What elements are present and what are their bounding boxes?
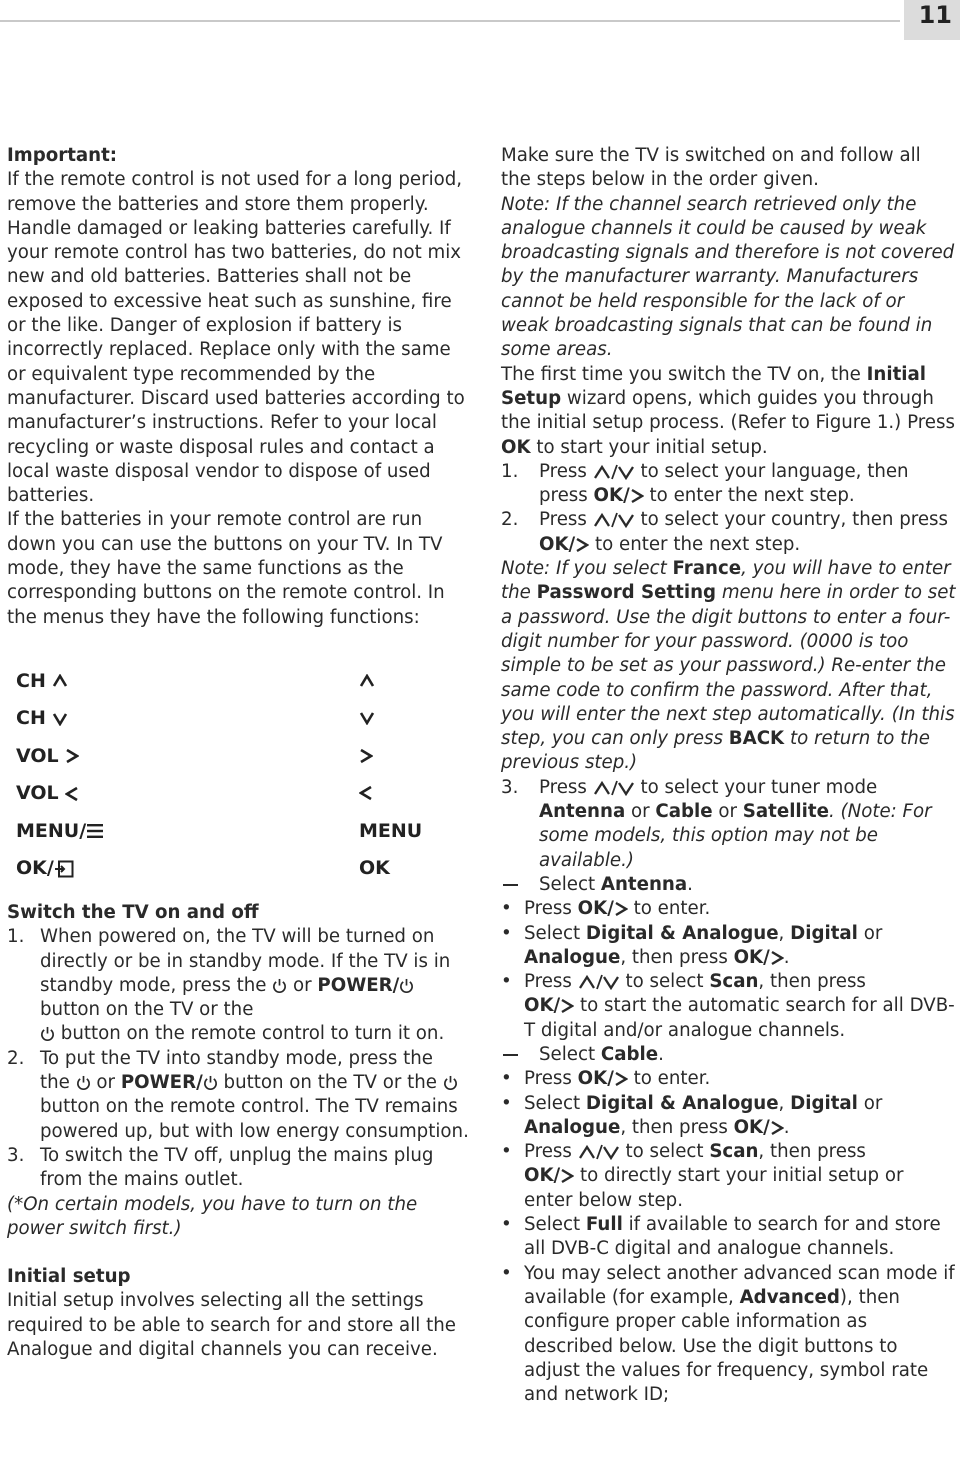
page-number: 11	[918, 1, 952, 29]
chevron-down-icon	[52, 712, 68, 726]
list-item: 2. Press to select your country, then press OK/ to enter the next step.	[501, 508, 956, 557]
list-number: 2.	[501, 509, 519, 531]
dash-item: Select Antenna.	[501, 873, 956, 897]
first-time-text: The first time you switch the TV on, the Initial Setup wizard opens, which guides you through the initial setup process. (Refer to Figure 1.) Press OK to start your initial setup.	[501, 363, 955, 458]
bullet-item: • Press to select Scan, then press OK/ to start the automatic search for all DVB-T digital and/or analogue channels.	[501, 971, 955, 1041]
list-number: 3.	[7, 1144, 25, 1166]
menu-lines-icon	[86, 823, 104, 839]
bullet-item: • Select Full if available to search for and store all DVB-C digital and analogue channels.	[501, 1214, 941, 1260]
page-number-box	[904, 0, 960, 40]
chevron-right-icon	[770, 1120, 784, 1136]
ok-key-label: OK/	[539, 533, 576, 555]
intro-text: Make sure the TV is switched on and follow all the steps below in the order given.	[501, 145, 921, 191]
dash-item: Select Cable.	[501, 1043, 956, 1067]
bullet-item: • Press to select Scan, then press OK/ to directly start your initial setup or enter below step.	[501, 1141, 904, 1211]
chevron-right-icon	[359, 748, 373, 764]
key-function-table	[16, 662, 456, 887]
item-text: button on the remote control. The TV remains powered up, but with low energy consumption.	[40, 1096, 469, 1142]
chevron-left-icon	[359, 785, 373, 801]
item-text: button on the remote control to turn it on.	[55, 1023, 445, 1045]
power-key-label: POWER/	[120, 1072, 203, 1094]
key-row	[16, 774, 456, 812]
key-label: CH	[16, 707, 46, 730]
up-down-arrows-icon	[593, 780, 635, 796]
item-text: button on the TV or the	[40, 999, 254, 1021]
chevron-right-icon	[575, 537, 589, 553]
chevron-right-icon	[65, 748, 79, 764]
initial-setup-text: Initial setup involves selecting all the settings required to be able to search for and store all the Analogue and digital channels you can receive.	[7, 1290, 456, 1360]
initial-setup-label: Initial Setup	[501, 363, 927, 409]
chevron-right-icon	[614, 1071, 628, 1087]
power-icon	[443, 1075, 458, 1091]
tv-buttons-text: If the batteries in your remote control are run down you can use the buttons on your TV. In TV mode, they have the same functions as the corresponding buttons on the remote control. In the menus they have the following functions:	[7, 509, 445, 628]
list-item: 1. Press to select your language, then press OK/ to enter the next step.	[501, 460, 956, 509]
bullet-item: • Press OK/ to enter.	[501, 898, 711, 920]
chevron-right-icon	[614, 901, 628, 917]
key-row	[16, 812, 456, 850]
up-down-arrows-icon	[593, 464, 635, 480]
bullet-item: • Select Digital & Analogue, Digital or Analogue, then press OK/ .	[501, 922, 883, 968]
dash-marker	[501, 1043, 539, 1067]
key-label: VOL	[16, 744, 59, 767]
chevron-right-icon	[560, 998, 574, 1014]
item-text: When powered on, the TV will be turned on directly or be in standby mode. If the TV is in standby mode, press the	[40, 926, 451, 996]
key-row	[16, 662, 456, 700]
power-key-label: POWER/	[317, 974, 400, 996]
chevron-right-icon	[560, 1168, 574, 1184]
page-header	[0, 0, 960, 40]
warranty-note: Note: If the channel search retrieved only the analogue channels it could be caused by weak broadcasting signals and therefore is not covered by the manufacturer warranty. Manufacturers cannot be held responsible for the lack of or weak broadcasting signals that can be found in some areas.	[501, 193, 955, 361]
item-text: button on the TV or the	[217, 1072, 443, 1094]
item-text: or	[90, 1072, 121, 1094]
list-number: 1.	[501, 460, 519, 482]
chevron-up-icon	[52, 674, 68, 688]
power-icon	[76, 1075, 91, 1091]
up-down-arrows-icon	[593, 512, 635, 528]
header-rule	[0, 20, 900, 22]
key-label: CH	[16, 669, 46, 692]
key-row	[16, 849, 456, 887]
list-number: 1.	[7, 926, 25, 948]
chevron-left-icon	[65, 786, 79, 802]
power-icon	[203, 1075, 218, 1091]
ok-function-label: OK	[359, 857, 390, 880]
list-item: 3. Press to select your tuner mode Antenna or Cable or Satellite. (Note: For some models, this option may not be available.)	[501, 776, 956, 873]
power-switch-note: (*On certain models, you have to turn on the power switch first.)	[7, 1193, 418, 1239]
bullet-item: • Press OK/ to enter.	[501, 1068, 711, 1090]
source-input-icon	[54, 860, 74, 878]
ok-key-label: OK/	[593, 485, 630, 507]
switch-heading: Switch the TV on and off	[7, 901, 259, 923]
important-text: If the remote control is not used for a long period, remove the batteries and store them properly. Handle damaged or leaking batteries carefully. If your remote control has two batteries, do not mix new and old batteries. Batteries shall not be exposed to excessive heat such as sunshine, fire or the like. Danger of explosion if battery is incorrectly replaced. Replace only with the same or equivalent type recommended by the manufacturer. Discard used batteries according to manufacturer’s instructions. Refer to your local recycling or waste disposal rules and contact a local waste disposal vendor to dispose of used batteries.	[7, 169, 465, 507]
list-item	[7, 1144, 469, 1193]
initial-setup-heading: Initial setup	[7, 1266, 131, 1288]
power-icon	[272, 978, 287, 994]
chevron-down-icon	[359, 711, 375, 725]
menu-function-label: MENU	[359, 819, 423, 842]
key-row	[16, 699, 456, 737]
list-item: 2. To put the TV into standby mode, press the the or POWER/ button on the TV or the button on the remote control. The TV remains powered up, but with low energy consumption.	[7, 1047, 469, 1144]
dash-marker	[501, 873, 539, 897]
item-text: To switch the TV off, unplug the mains plug from the mains outlet.	[40, 1144, 434, 1191]
list-number: 3.	[501, 776, 519, 798]
chevron-up-icon	[359, 674, 375, 688]
bullet-item: • Select Digital & Analogue, Digital or Analogue, then press OK/ .	[501, 1092, 883, 1138]
list-number: 2.	[7, 1047, 25, 1069]
list-item	[7, 925, 469, 1046]
item-text: To put the TV into standby mode, press the	[40, 1047, 433, 1069]
chevron-right-icon	[770, 950, 784, 966]
left-column	[7, 144, 469, 1362]
key-row	[16, 737, 456, 775]
up-down-arrows-icon	[578, 974, 620, 990]
power-icon	[40, 1026, 55, 1042]
chevron-right-icon	[630, 488, 644, 504]
power-icon	[399, 978, 414, 994]
key-label: VOL	[16, 782, 59, 805]
item-text: or	[287, 974, 318, 996]
important-heading: Important:	[7, 145, 118, 166]
key-label: MENU/	[16, 819, 87, 842]
up-down-arrows-icon	[578, 1144, 620, 1160]
right-column	[501, 144, 956, 1407]
key-label: OK/	[16, 857, 54, 880]
bullet-item: • You may select another advanced scan mode if available (for example, Advanced), then configure proper cable information as described below. Use the digit buttons to adjust the values for frequency, symbol rate and network ID;	[501, 1262, 955, 1406]
ok-key-label: OK	[501, 436, 531, 458]
password-note: Note: If you select France, you will have to enter the Password Setting menu here in order to set a password. Use the digit buttons to enter a four-digit number for your password. (0000 is too simple to be set as your password.) Re-enter the same code to confirm the password. After that, you will enter the next step automatically. (In this step, you can only press BACK to return to the previous step.)	[501, 558, 956, 774]
